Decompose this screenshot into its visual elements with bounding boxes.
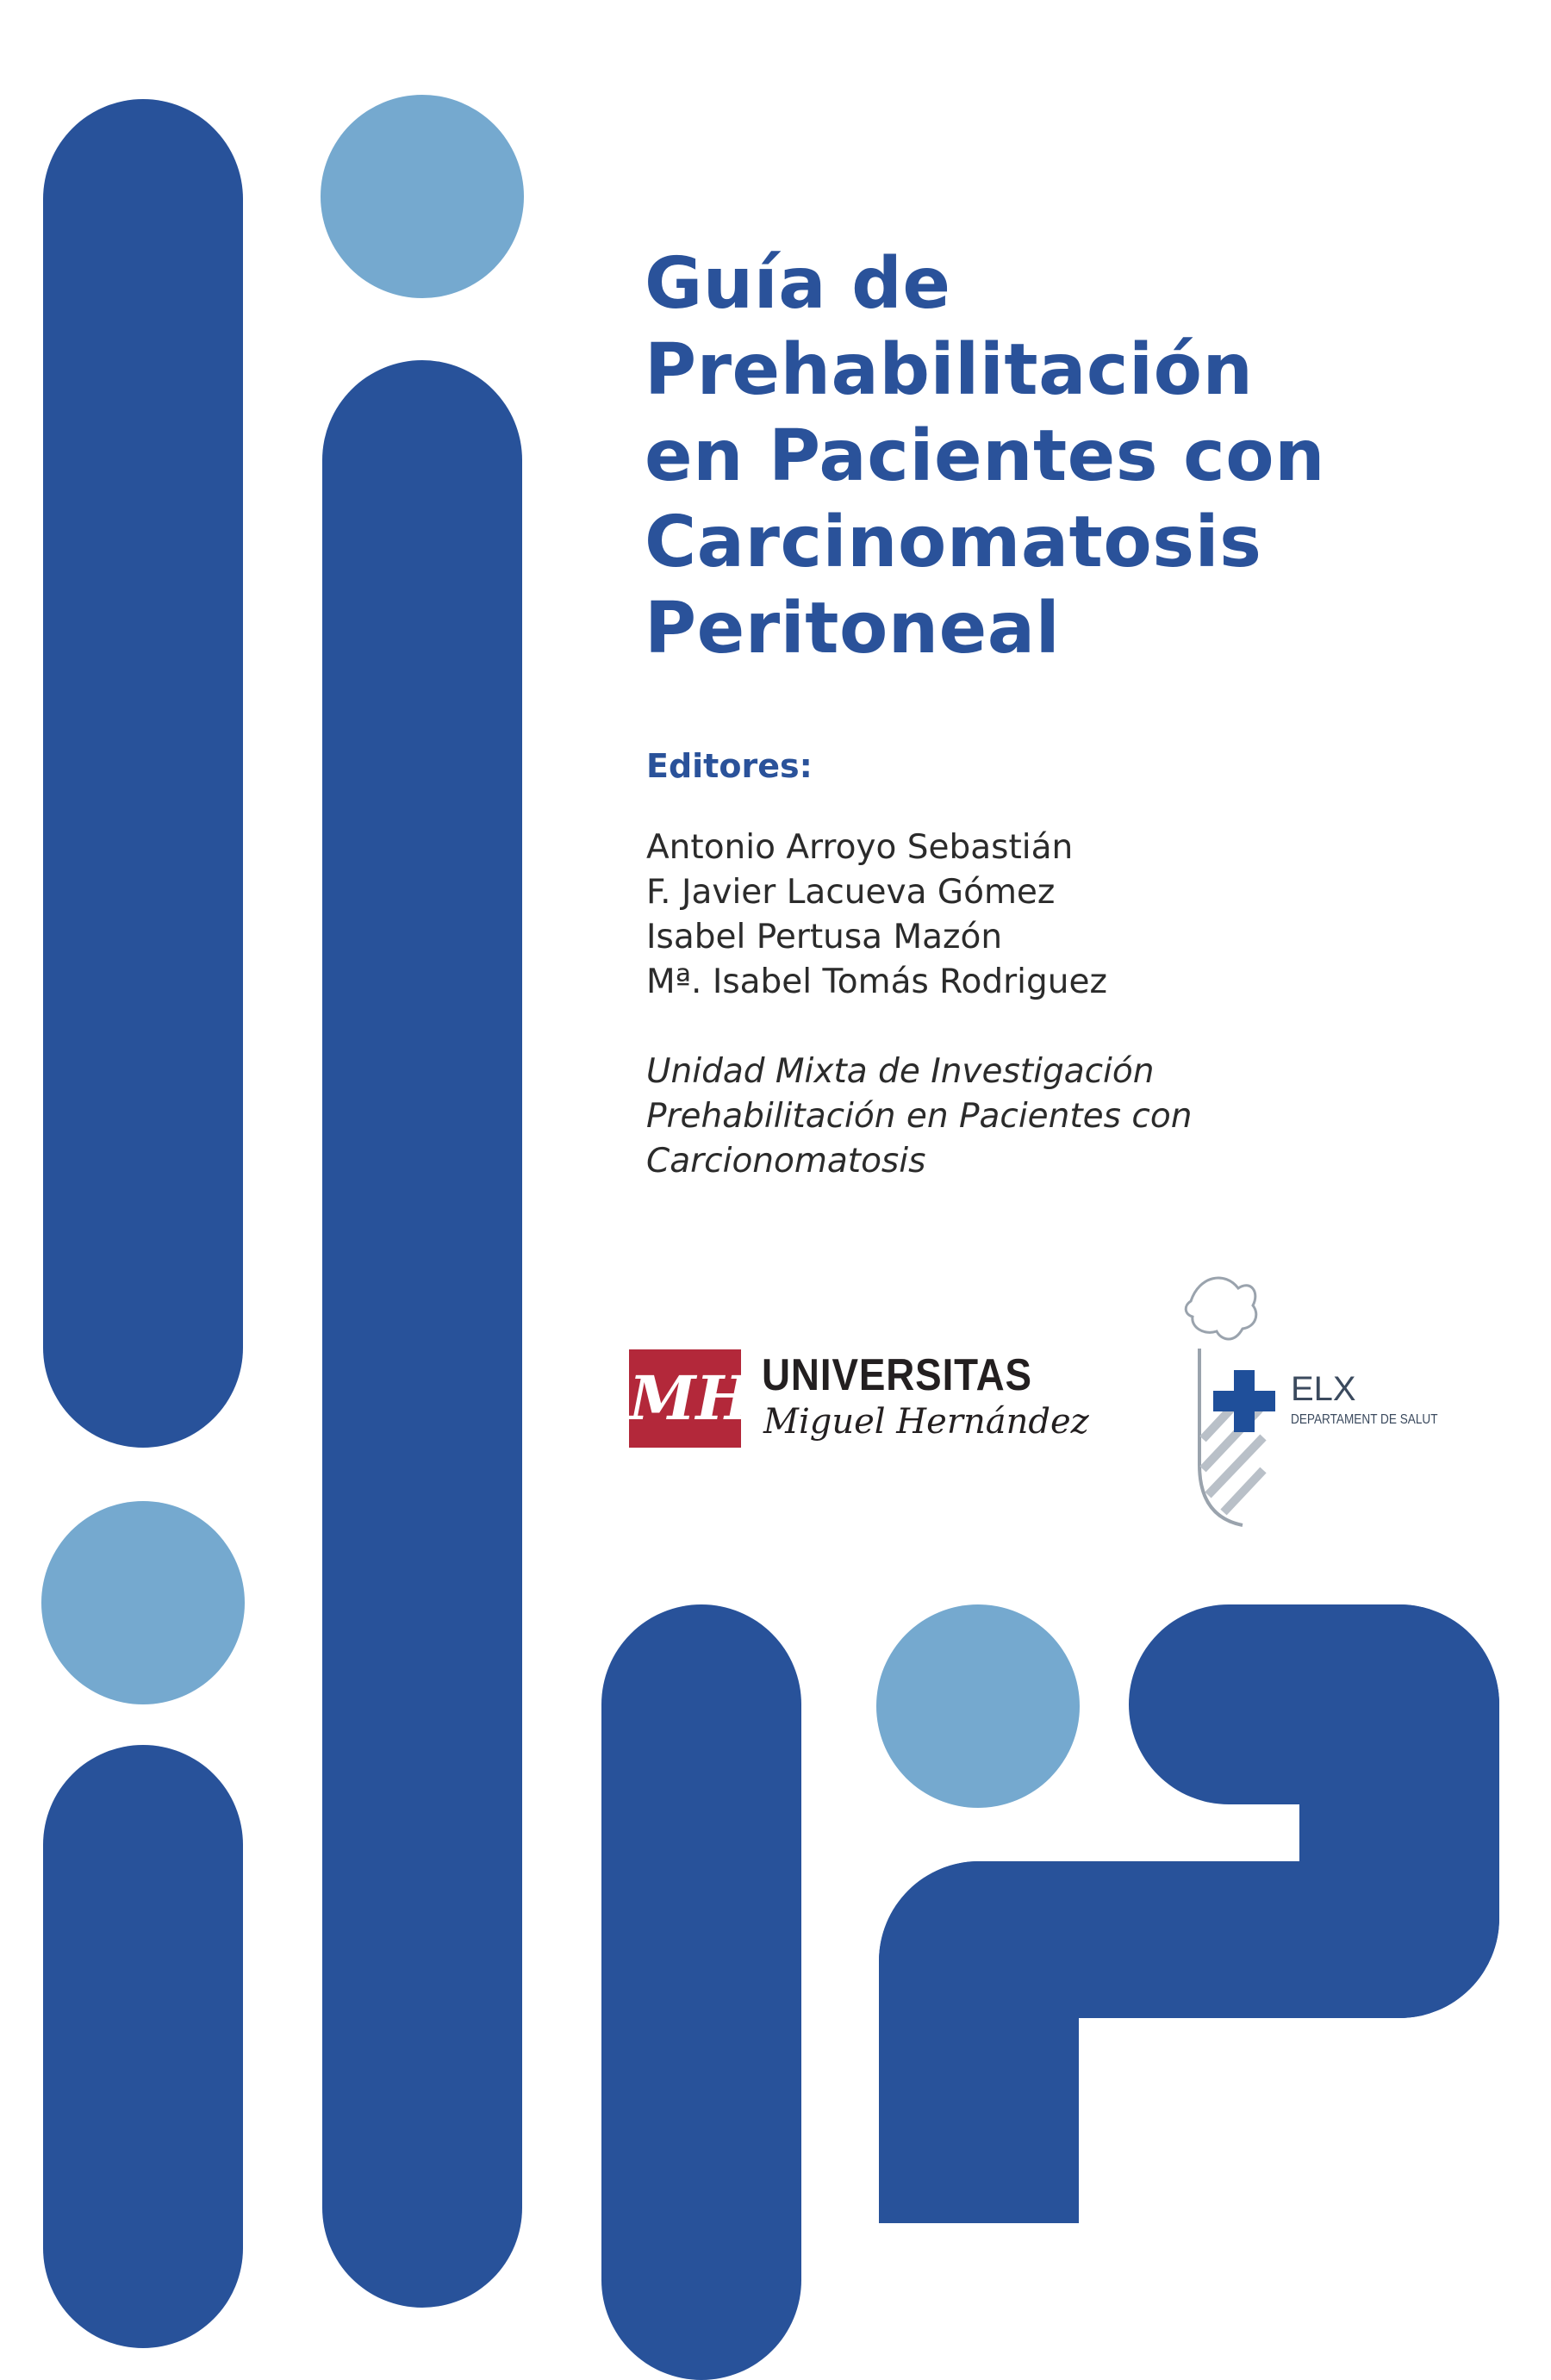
cover-title (645, 241, 1523, 672)
affiliation-line: Prehabilitación en Pacientes con (646, 1097, 1193, 1136)
decorative-pill-left-bottom (43, 1745, 243, 2348)
umh-subtitle: Miguel Hernández (763, 1402, 1089, 1442)
elx-logo (1174, 1267, 1438, 1534)
title-line: Prehabilitación (645, 329, 1254, 411)
decorative-circle-top (321, 95, 524, 298)
decorative-shape-bottom-block (879, 1861, 1079, 2223)
decorative-pill-tall (322, 360, 522, 2308)
umh-logo (629, 1349, 1089, 1451)
title-line: Guía de (645, 243, 951, 325)
medical-cross-icon (1213, 1370, 1275, 1432)
decorative-pill-middle (601, 1604, 801, 2380)
decorative-circle-left (41, 1501, 245, 1704)
umh-mark-text: MH (629, 1362, 753, 1434)
affiliation-line: Unidad Mixta de Investigación (646, 1052, 1155, 1091)
editor-name: Isabel Pertusa Mazón (646, 918, 1003, 956)
editor-name: Antonio Arroyo Sebastián (646, 828, 1074, 867)
umh-name: UNIVERSITAS (762, 1350, 1032, 1400)
decorative-circle-middle (876, 1604, 1080, 1808)
editor-name: F. Javier Lacueva Gómez (646, 873, 1056, 912)
title-line: en Pacientes con (645, 415, 1325, 497)
title-line: Peritoneal (645, 588, 1061, 670)
elx-subtitle: DEPARTAMENT DE SALUT (1291, 1412, 1438, 1427)
decorative-pill-left-top (43, 99, 243, 1448)
elx-name: ELX (1291, 1370, 1356, 1408)
editors-list (646, 826, 1107, 1005)
editor-name: Mª. Isabel Tomás Rodriguez (646, 963, 1107, 1001)
title-line: Carcinomatosis (645, 502, 1262, 583)
affiliation (646, 1050, 1192, 1184)
editors-heading: Editores: (646, 747, 813, 785)
affiliation-line: Carcionomatosis (646, 1142, 926, 1181)
